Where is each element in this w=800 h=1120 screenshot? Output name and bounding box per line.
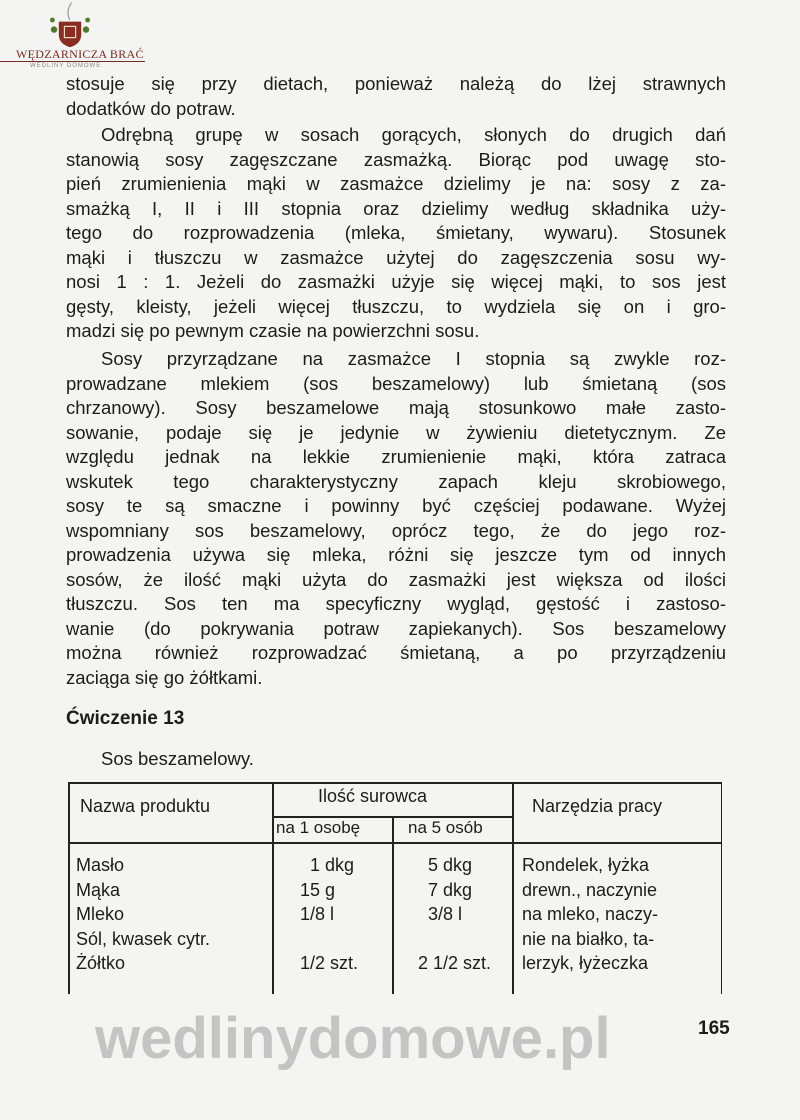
table-row (68, 929, 722, 954)
paragraph (66, 347, 726, 690)
text-line: dodatków do potraw. (66, 97, 236, 119)
paragraph (66, 123, 726, 344)
text-line: sosy te są smaczne i powinny być częściej podawane. Wyżej (66, 495, 726, 516)
cell-tools: Rondelek, łyżka (522, 855, 650, 875)
text-line: prowadzane mlekiem (sos beszamelowy) lub śmietaną (sos (66, 372, 726, 394)
logo-subtitle: WEDLINY DOMOWE (30, 63, 102, 69)
text-line: pień zrumienienia mąki w zasmażce dzielimy je na: sosy z za- (66, 173, 726, 194)
text-line: Sosy przyrządzane na zasmażce I stopnia są zwykle roz- (101, 348, 726, 369)
text-line: mąki i tłuszczu w zasmażce użytej do zagęszczenia sosu wy- (66, 246, 726, 268)
cell-per5: 2 1/2 szt. (418, 953, 492, 973)
text-line: stanowią sosy zagęszczane zasmażką. Biorąc pod uwagę sto- (66, 148, 726, 170)
text-line: Odrębną grupę w sosach gorących, słonych do drugich dań (101, 124, 726, 145)
cell-per5: 7 dkg (428, 879, 473, 900)
text-line: wanie (do pokrywania potraw zapiekanych). Sos beszamelowy (66, 617, 726, 639)
text-line: względu jednak na lekkie zrumienienie mąki, która zatraca (66, 446, 726, 467)
cell-product: Mleko (76, 904, 125, 924)
cell-per1: 1/8 l (300, 904, 335, 924)
text-line: gęsty, kleisty, jeżeli więcej tłuszczu, to wydziela się on i gro- (66, 295, 726, 317)
cell-per5: 3/8 l (428, 904, 463, 924)
logo-title: WĘDZARNICZA BRAĆ (16, 47, 144, 61)
text-line: zaciąga się go żółtkami. (66, 666, 263, 688)
smokehouse-logo-icon (35, 0, 105, 48)
text-line: sowanie, podaje się je jedynie w żywieniu dietetycznym. Ze (66, 421, 726, 443)
table-row (68, 953, 722, 978)
exercise-title: Ćwiczenie 13 (66, 708, 185, 729)
header-per5: na 5 osób (408, 818, 483, 837)
ingredients-table (68, 782, 722, 994)
cell-tools: nie na białko, ta- (522, 928, 655, 949)
cell-product: Żółtko (76, 953, 126, 973)
cell-tools: na mleko, naczy- (522, 904, 659, 924)
text-line: nosi 1 : 1. Jeżeli do zasmażki użyje się więcej mąki, to sos jest (66, 271, 726, 292)
cell-product: Masło (76, 855, 125, 875)
table-row (68, 855, 722, 880)
cell-product: Mąka (76, 879, 121, 900)
cell-per1: 1 dkg (310, 855, 355, 875)
table-row (68, 904, 722, 929)
text-line: wspomniany sos beszamelowy, oprócz tego, że do jego roz- (66, 519, 726, 541)
text-line: wskutek tego charakterystyczny zapach kleju skrobiowego, (66, 470, 726, 492)
cell-tools: drewn., naczynie (522, 879, 658, 900)
text-line: chrzanowy). Sosy beszamelowe mają stosunkowo małe zasto- (66, 397, 726, 418)
text-line: sosów, że ilość mąki użyta do zasmażki jest większa od ilości (66, 568, 726, 590)
text-line: smażką I, II i III stopnia oraz dzielimy według składnika uży- (66, 197, 726, 219)
header-product: Nazwa produktu (80, 796, 211, 816)
cell-per1: 15 g (300, 879, 336, 900)
text-line: madzi się po pewnym czasie na powierzchni sosu. (66, 320, 480, 341)
text-line: prowadzenia używa się mleka, różni się jeszcze tym od innych (66, 544, 726, 565)
cell-per5: 5 dkg (428, 855, 473, 875)
header-quantity: Ilość surowca (318, 786, 428, 806)
table-row (68, 880, 722, 905)
text-line: tego do rozprowadzenia (mleka, śmietany, wywaru). Stosunek (66, 222, 726, 243)
text-line: można również rozprowadzać śmietaną, a po przyrządzeniu (66, 642, 726, 663)
header-tools: Narzędzia pracy (532, 796, 663, 816)
cell-tools: lerzyk, łyżeczka (522, 953, 649, 973)
watermark-bottom: wedlinydomowe.pl (95, 1006, 611, 1071)
cell-product: Sól, kwasek cytr. (76, 928, 211, 949)
cell-per1: 1/2 szt. (300, 953, 359, 973)
text-line: tłuszczu. Sos ten ma specyficzny wygląd, gęstość i zastoso- (66, 593, 726, 614)
paragraph (66, 72, 726, 121)
logo-divider (0, 61, 145, 62)
text-line: stosuje się przy dietach, ponieważ należą do lżej strawnych (66, 73, 726, 94)
header-per1: na 1 osobę (276, 818, 361, 837)
exercise-subtitle: Sos beszamelowy. (101, 748, 254, 769)
page-number: 165 (698, 1018, 730, 1039)
